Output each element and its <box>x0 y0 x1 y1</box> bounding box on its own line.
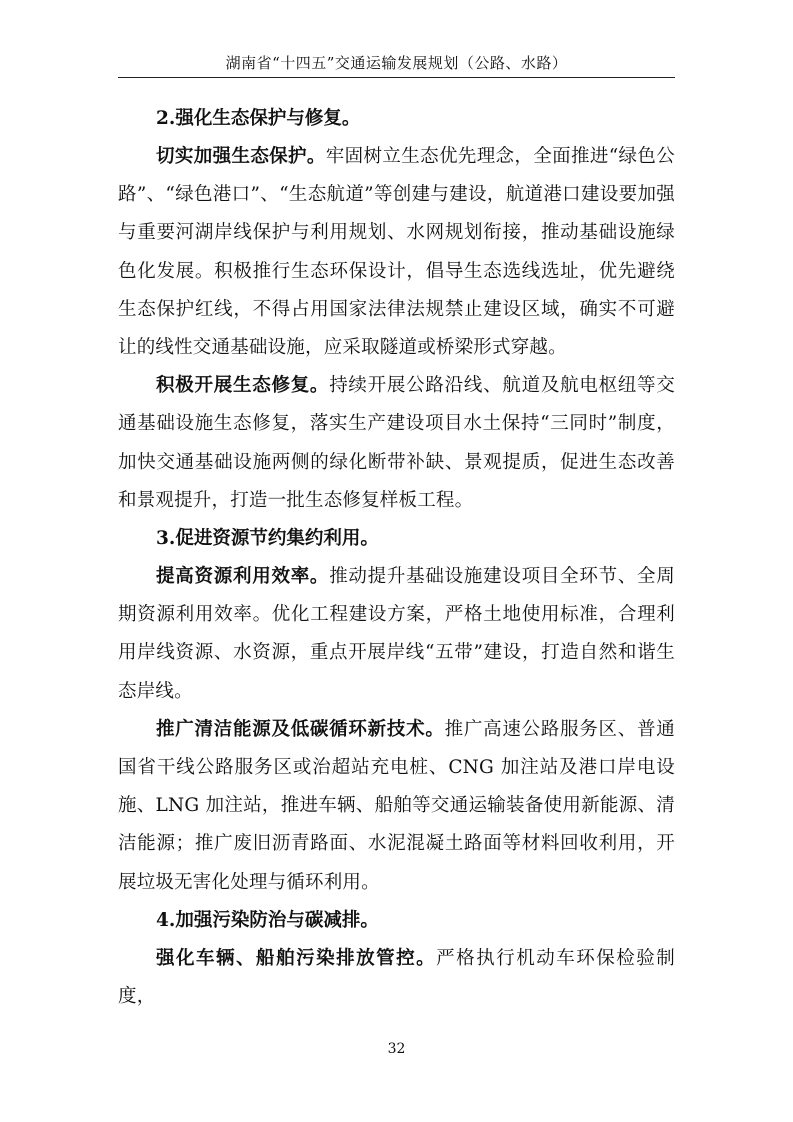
running-header: 湖南省“十四五”交通运输发展规划（公路、水路） <box>225 54 568 72</box>
paragraph-lead: 强化车辆、船舶污染排放管控。 <box>156 947 437 969</box>
document-body <box>118 100 675 1016</box>
paragraph-emission-control <box>118 940 675 1016</box>
paragraph-text: 牢固树立生态优先理念，全面推进“绿色公路”、“绿色港口”、“生态航道”等创建与建设，航道港口建设要加强与重要河湖岸线保护与利用规划、水网规划衔接，推动基础设施绿色化发展。积极推行生态环保设计，倡导生态选线选址，优先避绕生态保护红线，不得占用国家法律法规禁止建设区域，确实不可避让的线性交通基础设施，应采取隧道或桥梁形式穿越。 <box>118 146 675 359</box>
section-heading-ecology: 2.强化生态保护与修复。 <box>156 108 361 129</box>
paragraph-lead: 提高资源利用效率。 <box>156 566 330 588</box>
paragraph-lead: 切实加强生态保护。 <box>156 146 326 167</box>
paragraph-eco-protection <box>118 138 675 367</box>
paragraph-lead: 推广清洁能源及低碳循环新技术。 <box>156 718 445 740</box>
paragraph-text: 严格执行机动车环保检验制度， <box>118 947 675 1008</box>
paragraph-resource-efficiency <box>118 558 675 711</box>
section-heading-pollution: 4.加强污染防治与碳减排。 <box>156 909 379 931</box>
paragraph-eco-restoration <box>118 367 675 520</box>
paragraph-text: 持续开展公路沿线、航道及航电枢纽等交通基础设施生态修复，落实生产建设项目水土保持“三同时”制度，加快交通基础设施两侧的绿化断带补缺、景观提质，促进生态改善和景观提升，打造一批生态修复样板工程。 <box>118 375 675 511</box>
paragraph-clean-energy <box>118 711 675 902</box>
paragraph-text: 推动提升基础设施建设项目全环节、全周期资源利用效率。优化工程建设方案，严格土地使用标准，合理利用岸线资源、水资源，重点开展岸线“五带”建设，打造自然和谐生态岸线。 <box>118 566 675 702</box>
paragraph-text: 推广高速公路服务区、普通国省干线公路服务区或治超站充电桩、CNG 加注站及港口岸电设施、LNG 加注站，推进车辆、船舶等交通运输装备使用新能源、清洁能源；推广废旧沥青路面、水泥混凝土路面等材料回收利用，开展垃圾无害化处理与循环利用。 <box>118 718 675 893</box>
page-number: 32 <box>387 1041 406 1057</box>
section-heading-resources: 3.促进资源节约集约利用。 <box>156 528 379 550</box>
paragraph-lead: 积极开展生态修复。 <box>156 375 330 397</box>
header-rule <box>118 77 675 78</box>
